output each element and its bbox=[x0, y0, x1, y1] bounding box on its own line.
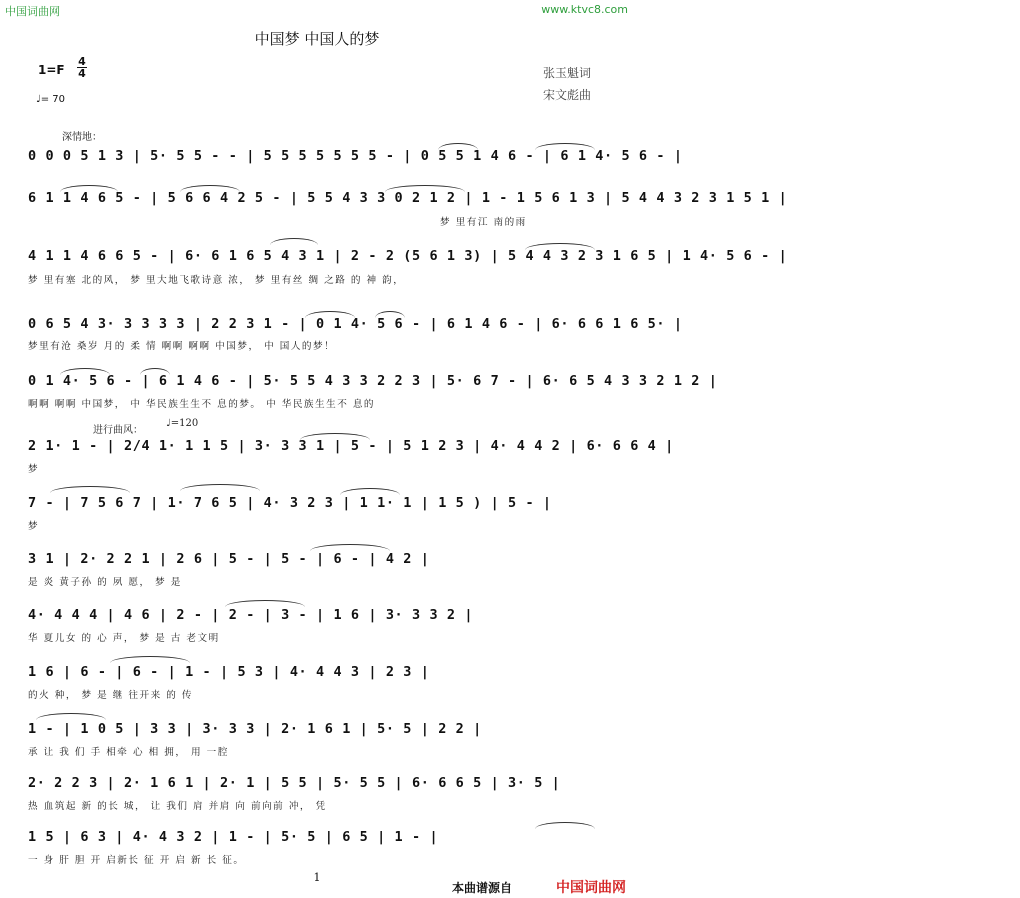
site-name-top[interactable]: 中国词曲网 bbox=[5, 5, 60, 18]
score-line-2: 6 1 1 4 6 5 - | 5 6 6 4 2 5 - | 5 5 4 3 3 0 2 1 2 | 1 - 1 5 6 1 3 | 5 4 4 3 2 3 1 5 1 | bbox=[28, 190, 788, 206]
score-line-10: 1 6 | 6 - | 6 - | 1 - | 5 3 | 4· 4 4 3 | 2 3 | bbox=[28, 664, 430, 680]
lyricist-credit: 张玉魁词 bbox=[543, 66, 592, 80]
lyric-line-10: 的火 种， 梦 是 继 往开来 的 传 bbox=[28, 690, 193, 701]
slur-mark bbox=[438, 143, 478, 150]
slur-mark bbox=[180, 484, 260, 491]
time-signature bbox=[77, 56, 87, 79]
lyric-line-7: 梦 bbox=[28, 521, 40, 532]
score-line-6: 2 1· 1 - | 2/4 1· 1 1 5 | 3· 3 3 1 | 5 - | 5 1 2 3 | 4· 4 4 2 | 6· 6 6 4 | bbox=[28, 438, 674, 454]
time-signature-bottom: 4 bbox=[78, 67, 86, 80]
source-site-link[interactable]: 中国词曲网 bbox=[556, 880, 626, 896]
slur-mark bbox=[305, 311, 355, 318]
lyric-line-2: 梦 里有江 南的雨 bbox=[440, 217, 527, 228]
score-line-4: 0 6 5 4 3· 3 3 3 3 | 2 2 3 1 - | 0 1 4· 5 6 - | 6 1 4 6 - | 6· 6 6 1 6 5· | bbox=[28, 316, 683, 332]
slur-mark bbox=[270, 238, 318, 245]
slur-mark bbox=[60, 368, 110, 375]
song-title: 中国梦 中国人的梦 bbox=[254, 30, 380, 48]
slur-mark bbox=[340, 488, 400, 495]
score-line-9: 4· 4 4 4 | 4 6 | 2 - | 2 - | 3 - | 1 6 | 3· 3 3 2 | bbox=[28, 607, 474, 623]
time-signature-top: 4 bbox=[78, 55, 86, 68]
score-line-12: 2· 2 2 3 | 2· 1 6 1 | 2· 1 | 5 5 | 5· 5 5 | 6· 6 6 5 | 3· 5 | bbox=[28, 775, 561, 791]
site-url-top[interactable]: www.ktvc8.com bbox=[541, 3, 628, 16]
lyric-line-11: 承 让 我 们 手 相牵 心 相 拥， 用 一腔 bbox=[28, 747, 229, 758]
lyric-line-12: 热 血筑起 新 的长 城， 让 我们 肩 并肩 向 前向前 冲， 凭 bbox=[28, 801, 327, 812]
slur-mark bbox=[50, 486, 130, 493]
slur-mark bbox=[36, 713, 106, 720]
lyric-line-3: 梦 里有塞 北的风， 梦 里大地飞歌诗意 浓， 梦 里有丝 绸 之路 的 神 韵， bbox=[28, 275, 405, 286]
slur-mark bbox=[60, 185, 118, 192]
slur-mark bbox=[385, 185, 465, 192]
slur-mark bbox=[140, 368, 170, 375]
source-label: 本曲谱源自 bbox=[452, 881, 513, 895]
score-line-1: 0 0 0 5 1 3 | 5· 5 5 - - | 5 5 5 5 5 5 5 - | 0 5 5 1 4 6 - | 6 1 4· 5 6 - | bbox=[28, 148, 683, 164]
slur-mark bbox=[375, 311, 405, 318]
page-number: 1 bbox=[313, 871, 321, 884]
lyric-line-13: 一 身 肝 胆 开 启新长 征 开 启 新 长 征。 bbox=[28, 855, 245, 866]
slur-mark bbox=[110, 656, 190, 663]
expression-mark-march: 进行曲风： bbox=[93, 425, 143, 436]
tempo-marking: ♩= 70 bbox=[36, 94, 65, 105]
key-signature: 1=F bbox=[38, 63, 65, 77]
slur-mark bbox=[535, 822, 595, 829]
score-line-8: 3 1 | 2· 2 2 1 | 2 6 | 5 - | 5 - | 6 - | 4 2 | bbox=[28, 551, 430, 567]
score-line-7: 7 - | 7 5 6 7 | 1· 7 6 5 | 4· 3 2 3 | 1 1· 1 | 1 5 ) | 5 - | bbox=[28, 495, 552, 511]
lyric-line-5: 啊啊 啊啊 中国梦， 中 华民族生生不 息的梦。 中 华民族生生不 息的 bbox=[28, 399, 376, 410]
slur-mark bbox=[525, 243, 595, 250]
slur-mark bbox=[180, 185, 240, 192]
lyric-line-9: 华 夏儿女 的 心 声， 梦 是 古 老文明 bbox=[28, 633, 220, 644]
lyric-line-4: 梦里有沧 桑岁 月的 柔 情 啊啊 啊啊 中国梦， 中 国人的梦！ bbox=[28, 341, 336, 352]
slur-mark bbox=[225, 600, 305, 607]
slur-mark bbox=[535, 143, 595, 150]
score-line-3: 4 1 1 4 6 6 5 - | 6· 6 1 6 5 4 3 1 | 2 - 2 (5 6 1 3) | 5 4 4 3 2 3 1 6 5 | 1 4· 5 6 - | bbox=[28, 248, 788, 264]
lyric-line-8: 是 炎 黄子孙 的 夙 愿， 梦 是 bbox=[28, 577, 182, 588]
slur-mark bbox=[300, 433, 370, 440]
slur-mark bbox=[310, 544, 390, 551]
score-line-13: 1 5 | 6 3 | 4· 4 3 2 | 1 - | 5· 5 | 6 5 | 1 - | bbox=[28, 829, 439, 845]
score-line-11: 1 - | 1 0 5 | 3 3 | 3· 3 3 | 2· 1 6 1 | 5· 5 | 2 2 | bbox=[28, 721, 482, 737]
tempo-marking-2: ♩=120 bbox=[166, 418, 199, 429]
composer-credit: 宋文彪曲 bbox=[543, 88, 592, 102]
score-line-5: 0 1 4· 5 6 - | 6 1 4 6 - | 5· 5 5 4 3 3 2 2 3 | 5· 6 7 - | 6· 6 5 4 3 3 2 1 2 | bbox=[28, 373, 718, 389]
expression-mark-tender: 深情地： bbox=[62, 132, 102, 143]
lyric-line-6: 梦 bbox=[28, 464, 40, 475]
